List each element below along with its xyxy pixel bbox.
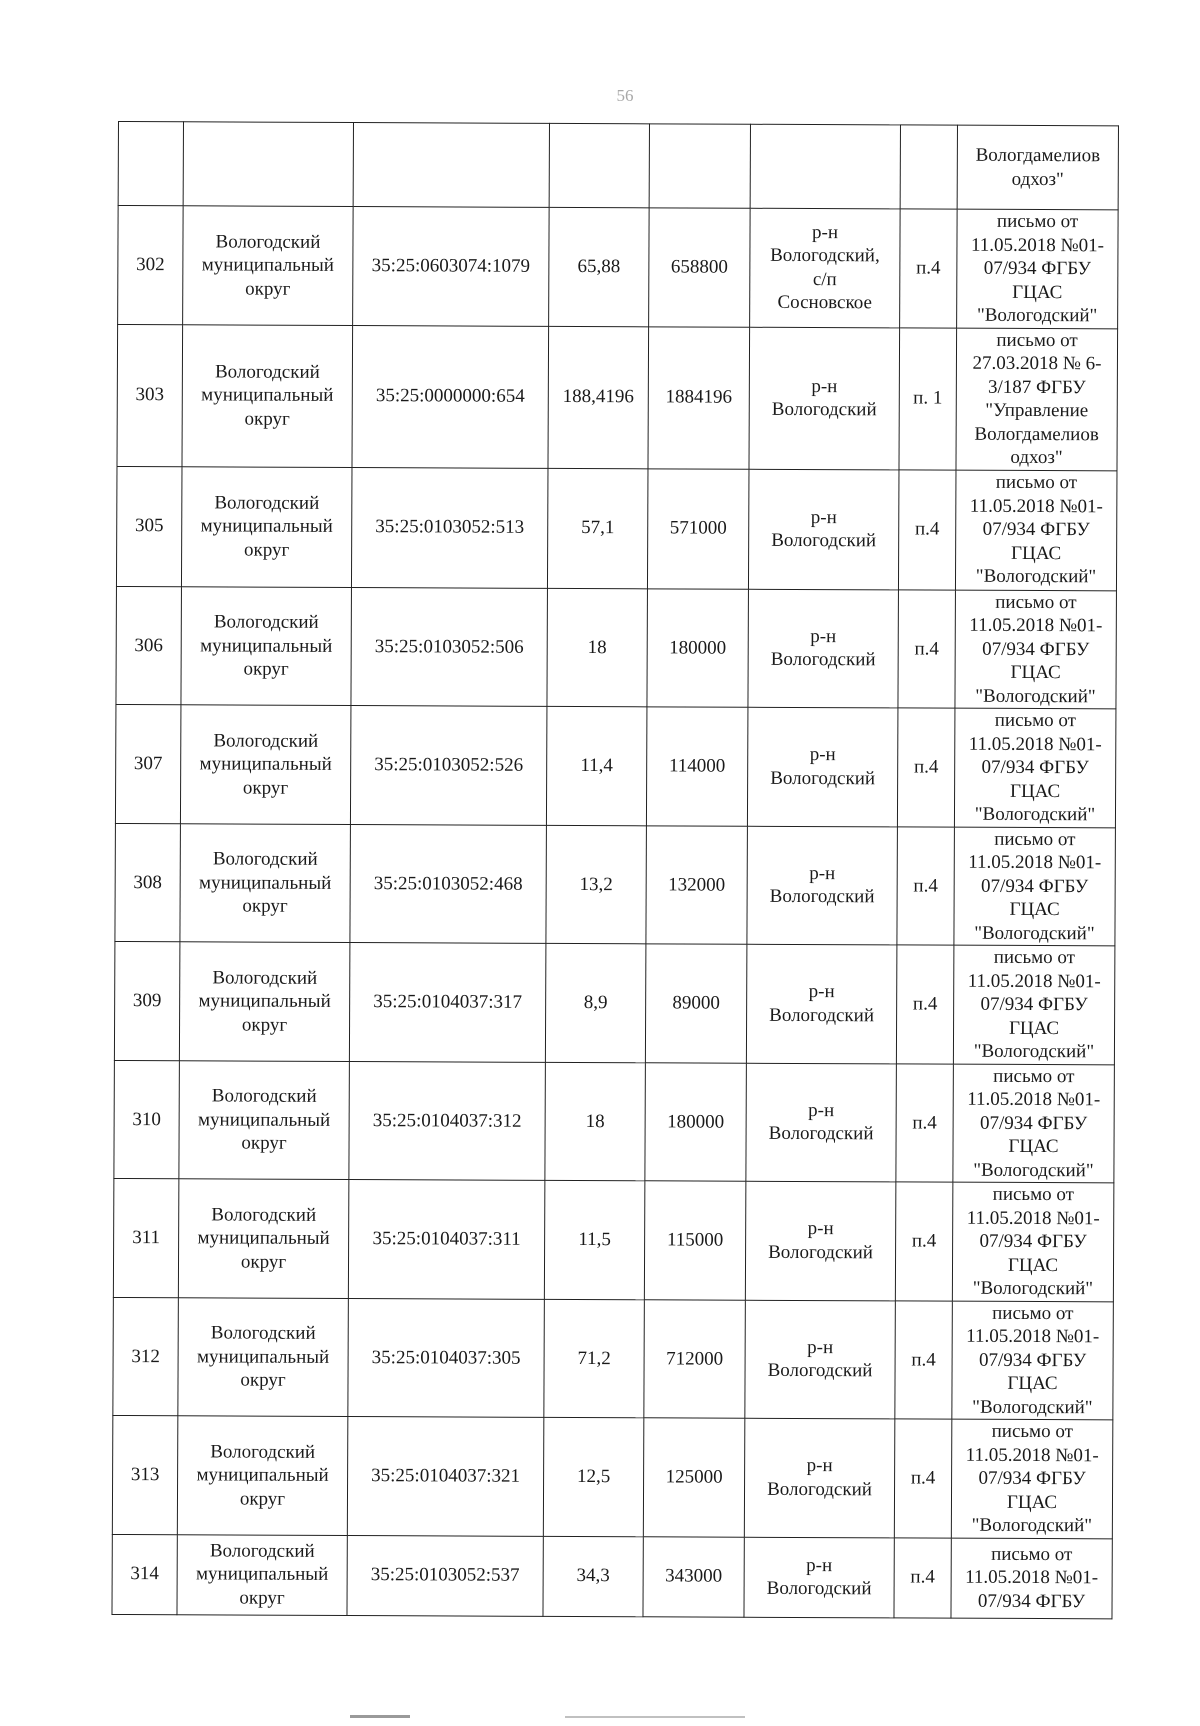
cell-clause: п.4 xyxy=(894,1537,951,1617)
cell-cadastral: 35:25:0103052:513 xyxy=(351,467,548,588)
cell-num: 309 xyxy=(114,941,180,1060)
cell-location: р-н Вологодский xyxy=(744,1418,895,1537)
cell-clause xyxy=(900,125,957,209)
cell-cadastral: 35:25:0103052:537 xyxy=(347,1535,543,1616)
cell-owner xyxy=(183,122,353,207)
cell-location: р-н Вологодский xyxy=(749,327,900,470)
cell-clause: п.4 xyxy=(897,826,955,945)
cell-letter: письмо от 11.05.2018 №01- 07/934 ФГБУ xyxy=(951,1538,1112,1619)
cell-value: 180000 xyxy=(645,1062,747,1181)
cell-clause: п.4 xyxy=(895,1182,953,1301)
cell-value: 571000 xyxy=(647,468,749,588)
cell-num: 312 xyxy=(113,1297,179,1416)
table-row xyxy=(114,941,1115,1064)
cell-area: 18 xyxy=(545,1062,646,1181)
cell-value: 712000 xyxy=(644,1299,746,1418)
cell-area xyxy=(549,123,649,207)
cell-value: 343000 xyxy=(643,1536,744,1616)
cell-num: 308 xyxy=(115,823,181,942)
cell-location: р-н Вологодский xyxy=(748,469,899,590)
cell-area: 12,5 xyxy=(543,1417,644,1536)
cell-num: 305 xyxy=(116,466,182,586)
cell-owner: Вологодский муниципальный округ xyxy=(178,1297,349,1416)
cell-cadastral: 35:25:0603074:1079 xyxy=(353,207,550,326)
table-body xyxy=(112,122,1119,1619)
cell-letter: письмо от 11.05.2018 №01- 07/934 ФГБУ ГЦАС "Вологодский" xyxy=(957,209,1119,328)
cell-cadastral: 35:25:0104037:321 xyxy=(347,1417,544,1536)
cell-clause: п.4 xyxy=(897,708,955,827)
cell-area: 188,4196 xyxy=(548,326,649,468)
cell-value: 89000 xyxy=(645,944,747,1063)
table-row xyxy=(117,324,1118,470)
cell-area: 11,4 xyxy=(546,706,647,825)
scan-mark xyxy=(350,1715,410,1718)
cell-owner: Вологодский муниципальный округ xyxy=(181,466,352,587)
cell-area: 71,2 xyxy=(544,1299,645,1418)
cell-cadastral xyxy=(353,123,549,208)
table-row xyxy=(115,704,1116,827)
cell-cadastral: 35:25:0104037:311 xyxy=(348,1180,545,1299)
cell-num: 313 xyxy=(112,1415,178,1534)
table-row xyxy=(116,586,1117,709)
cell-location: р-н Вологодский xyxy=(744,1537,894,1618)
cell-cadastral: 35:25:0104037:317 xyxy=(349,943,546,1062)
cell-letter: письмо от 11.05.2018 №01- 07/934 ФГБУ ГЦАС "Вологодский" xyxy=(955,470,1117,591)
cell-owner: Вологодский муниципальный округ xyxy=(181,586,352,705)
page-number: 56 xyxy=(616,86,634,105)
cell-num: 303 xyxy=(117,324,183,466)
table-row xyxy=(118,206,1119,329)
cell-clause: п.4 xyxy=(894,1419,952,1538)
table-row xyxy=(113,1178,1114,1301)
cell-owner: Вологодский муниципальный округ xyxy=(179,1060,350,1179)
cell-location: р-н Вологодский, с/п Сосновское xyxy=(750,208,901,327)
cell-location: р-н Вологодский xyxy=(746,1063,897,1182)
continuation-row xyxy=(118,122,1118,210)
cell-cadastral: 35:25:0103052:468 xyxy=(350,824,547,943)
cell-letter: письмо от 11.05.2018 №01- 07/934 ФГБУ ГЦАС "Вологодский" xyxy=(953,945,1115,1064)
cell-location: р-н Вологодский xyxy=(745,1181,896,1300)
cell-clause: п. 1 xyxy=(899,327,957,469)
cell-clause: п.4 xyxy=(896,1063,954,1182)
cell-value: 180000 xyxy=(647,588,749,707)
cell-num: 306 xyxy=(116,586,182,705)
cell-clause: п.4 xyxy=(896,945,954,1064)
cell-num: 314 xyxy=(112,1534,177,1614)
table-row xyxy=(112,1415,1113,1538)
cell-clause: п.4 xyxy=(900,209,958,328)
cell-owner: Вологодский муниципальный округ xyxy=(178,1179,349,1298)
cell-num: 311 xyxy=(113,1178,179,1297)
cell-num: 307 xyxy=(115,704,181,823)
cell-cadastral: 35:25:0000000:654 xyxy=(352,325,549,468)
scan-mark xyxy=(565,1716,745,1718)
cell-owner: Вологодский муниципальный округ xyxy=(183,206,354,325)
cell-letter: письмо от 11.05.2018 №01- 07/934 ФГБУ ГЦАС "Вологодский" xyxy=(955,590,1117,709)
cell-letter: письмо от 27.03.2018 № 6- 3/187 ФГБУ "Управление Вологдамелиов одхоз" xyxy=(956,328,1118,471)
cell-letter: письмо от 11.05.2018 №01- 07/934 ФГБУ ГЦАС "Вологодский" xyxy=(952,1301,1114,1420)
cell-area: 34,3 xyxy=(543,1536,643,1616)
cell-clause: п.4 xyxy=(898,589,956,708)
cell-value: 125000 xyxy=(643,1418,745,1537)
cell-clause: п.4 xyxy=(895,1300,953,1419)
cell-location: р-н Вологодский xyxy=(746,944,897,1063)
cell-letter: письмо от 11.05.2018 №01- 07/934 ФГБУ ГЦАС "Вологодский" xyxy=(951,1419,1113,1538)
cell-owner: Вологодский муниципальный округ xyxy=(177,1416,348,1535)
cell-num: 302 xyxy=(118,206,184,325)
land-parcels-table xyxy=(111,121,1119,1619)
cell-clause: п.4 xyxy=(898,469,956,589)
cell-num: 310 xyxy=(114,1060,180,1179)
cell-letter: письмо от 11.05.2018 №01- 07/934 ФГБУ ГЦАС "Вологодский" xyxy=(954,708,1116,827)
table-row xyxy=(115,823,1116,946)
cell-value xyxy=(649,124,750,208)
table-row xyxy=(116,466,1117,590)
cell-location: р-н Вологодский xyxy=(745,1300,896,1419)
cell-cadastral: 35:25:0103052:526 xyxy=(350,706,547,825)
cell-letter: письмо от 11.05.2018 №01- 07/934 ФГБУ ГЦАС "Вологодский" xyxy=(953,1064,1115,1183)
cell-location: р-н Вологодский xyxy=(748,589,899,708)
cell-letter: письмо от 11.05.2018 №01- 07/934 ФГБУ ГЦАС "Вологодский" xyxy=(954,827,1116,946)
cell-owner: Вологодский муниципальный округ xyxy=(177,1534,347,1615)
cell-area: 18 xyxy=(547,588,648,707)
cell-cadastral: 35:25:0103052:506 xyxy=(351,587,548,706)
cell-owner: Вологодский муниципальный округ xyxy=(179,942,350,1061)
cell-owner: Вологодский муниципальный округ xyxy=(180,823,351,942)
cell-location: р-н Вологодский xyxy=(747,826,898,945)
cell-value: 658800 xyxy=(649,208,751,327)
cell-cadastral: 35:25:0104037:305 xyxy=(348,1298,545,1417)
cell-area: 57,1 xyxy=(547,468,648,588)
cell-area: 11,5 xyxy=(544,1180,645,1299)
cell-value: 114000 xyxy=(646,707,748,826)
cell-area: 65,88 xyxy=(549,207,650,326)
cell-value: 115000 xyxy=(644,1181,746,1300)
cell-value: 1884196 xyxy=(648,326,750,468)
table-row xyxy=(113,1297,1114,1420)
cell-value: 132000 xyxy=(646,825,748,944)
cell-location: р-н Вологодский xyxy=(747,707,898,826)
cell-cadastral: 35:25:0104037:312 xyxy=(349,1061,546,1180)
cell-area: 13,2 xyxy=(546,825,647,944)
table-row xyxy=(112,1534,1112,1618)
cell-num xyxy=(118,122,183,206)
cell-location xyxy=(750,124,900,209)
cell-area: 8,9 xyxy=(545,943,646,1062)
table-row xyxy=(114,1060,1115,1183)
cell-letter: письмо от 11.05.2018 №01- 07/934 ФГБУ ГЦАС "Вологодский" xyxy=(952,1182,1114,1301)
cell-owner: Вологодский муниципальный округ xyxy=(180,705,351,824)
cell-owner: Вологодский муниципальный округ xyxy=(182,324,353,467)
cell-letter: Вологдамелиов одхоз" xyxy=(957,125,1118,210)
